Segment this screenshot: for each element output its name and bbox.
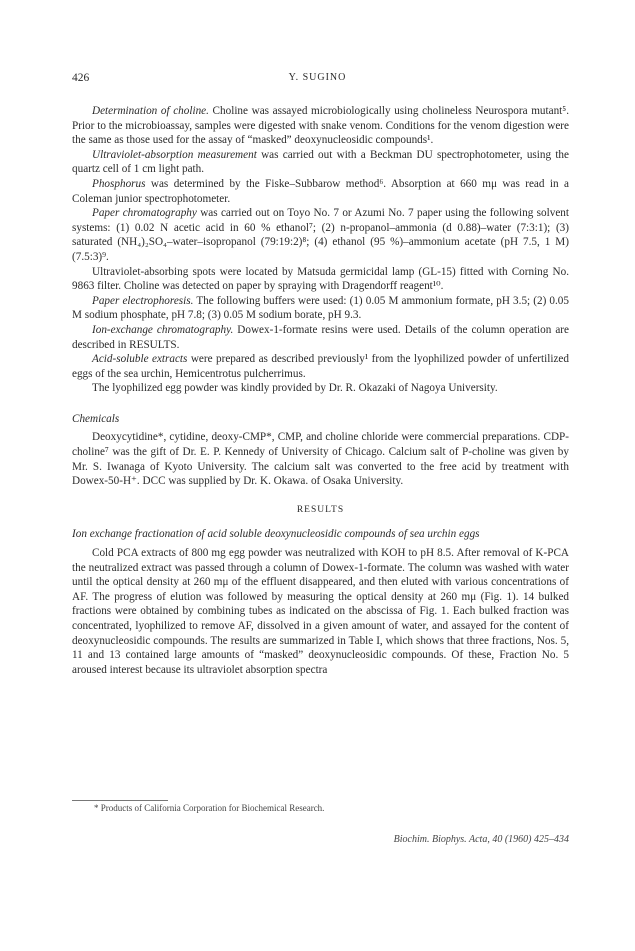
paragraph-chemicals: Deoxycytidine*, cytidine, deoxy-CMP*, CMP, and choline chloride were commercial preparations. CDP-choline⁷ was the gift of Dr. E. P. Kennedy of University of Chicago. Calcium salt of P-choline was given by Mr. S. Iwanaga of Kyoto University. The calcium salt was converted to the free acid by treatment with Dowex-50-H⁺. DCC was supplied by Dr. K. Okawa. of Osaka University. [72,431,569,488]
page-header [72,72,563,86]
running-head: Y. SUGINO [288,72,347,83]
paragraph-electrophoresis: Paper electrophoresis. The following buffers were used: (1) 0.05 M ammonium formate, pH 3.5; (2) 0.05 M sodium phosphate, pH 7.8; (3) 0.05 M sodium borate, pH 9.3. [72,294,569,322]
paragraph-phosphorus: Phosphorus was determined by the Fiske–Subbarow method⁶. Absorption at 660 mμ was read in a Coleman junior spectrophotometer. [72,177,569,205]
paragraph-uv-spots: Ultraviolet-absorbing spots were located by Matsuda germicidal lamp (GL-15) fitted with Corning No. 9863 filter. Choline was detected on paper by spraying with Dragendorff reagent¹⁰. [72,265,569,293]
chemicals-heading: Chemicals [72,412,120,425]
footnote: * Products of California Corporation for Biochemical Research. [94,803,325,813]
paragraph-paper-chromatography: Paper chromatography was carried out on Toyo No. 7 or Azumi No. 7 paper using the following solvent systems: (1) 0.02 N acetic acid in 60 % ethanol⁷; (2) n-propanol–ammonia (d 0.88)–water (7:3:1); (3) saturated (NH₄)₂SO₄–water–isopropanol (79:19:2)⁸; (4) ethanol (95 %)–ammonium acetate (pH 7.5, 1 M) (7.5:3)⁹. [72,207,569,263]
body-text [72,104,569,677]
paragraph-egg-powder: The lyophilized egg powder was kindly provided by Dr. R. Okazaki of Nagoya University. [92,382,498,395]
footnote-rule [72,800,168,801]
paragraph-choline: Determination of choline. Choline was assayed microbiologically using cholineless Neurospora mutant⁵. Prior to the microbioassay, samples were digested with snake venom. Conditions for the venom digestion were the same as those used for the assay of “masked” deoxynucleosidic compounds¹. [72,105,569,147]
paragraph-ion-exchange: Ion-exchange chromatography. Dowex-1-formate resins were used. Details of the column operation are described in RESULTS. [72,323,569,351]
results-subheading: Ion exchange fractionation of acid soluble deoxynucleosidic compounds of sea urchin eggs [72,528,480,541]
page-number: 426 [72,72,90,84]
paragraph-uv: Ultraviolet-absorption measurement was carried out with a Beckman DU spectrophotometer, using the quartz cell of 1 cm light path. [72,148,569,176]
results-heading: RESULTS [296,504,345,515]
paragraph-acid-soluble: Acid-soluble extracts were prepared as described previously¹ from the lyophilized powder of unfertilized eggs of the sea urchin, Hemicentrotus pulcherrimus. [72,353,569,380]
journal-citation: Biochim. Biophys. Acta, 40 (1960) 425–434 [393,834,569,845]
paragraph-results: Cold PCA extracts of 800 mg egg powder was neutralized with KOH to pH 8.5. After removal of K-PCA the neutralized extract was passed through a column of Dowex-1-formate. The column was washed with water until the optical density at 260 mμ of the effluent disappeared, and then eluted with various concentrations of AF. The progress of elution was followed by measuring the optical density at 260 mμ (Fig. 1). 14 bulked fractions were obtained by combining tubes as indicated on the abscissa of Fig. 1. Each bulked fraction was concentrated, lyophilized to remove AF, dissolved in a given amount of water, and assayed for the content of deoxynucleosidic compounds. The results are summarized in Table I, which shows that three fractions, Nos. 5, 11 and 13 contained large amounts of “masked” deoxynucleosidic compounds. Of these, Fraction No. 5 aroused interest because its ultraviolet absorption spectra [72,547,569,676]
